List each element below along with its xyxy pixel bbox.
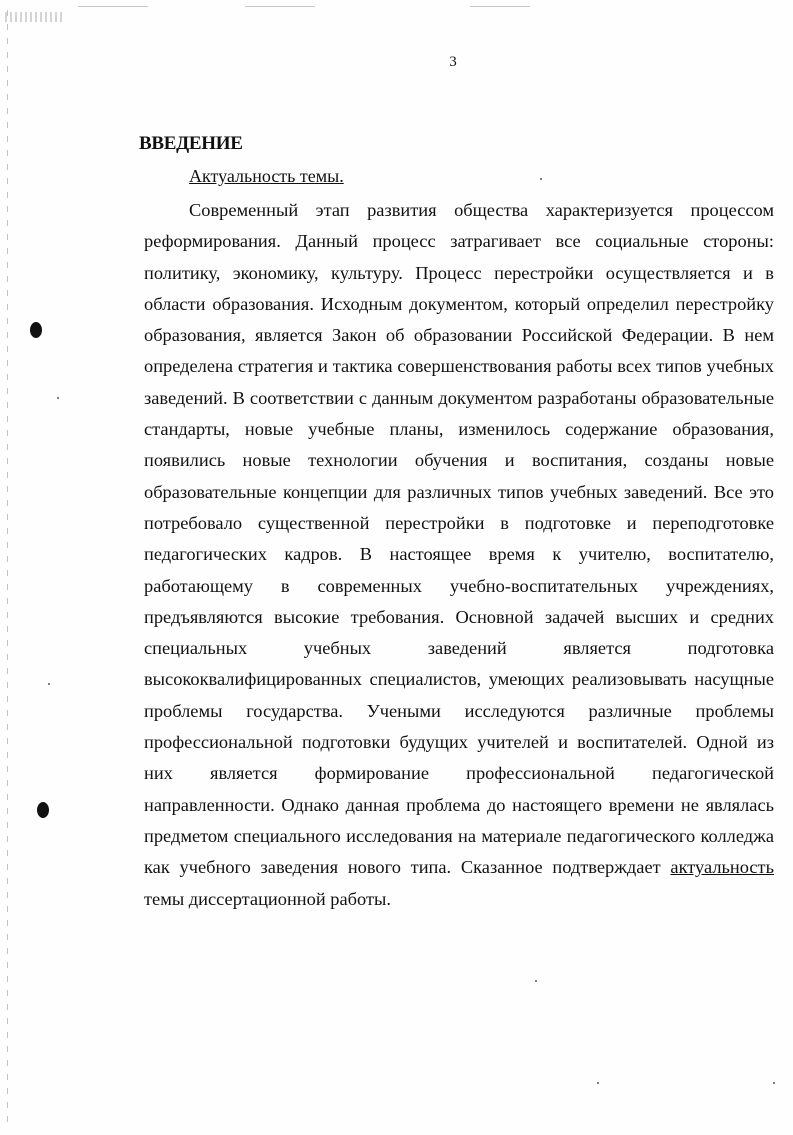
paragraph-text-part1: Современный этап развития общества характеризуется процессом реформирования. Данный процесс затрагивает все социальные стороны: политику, экономику, культуру. Процесс перестройки осуществляется и в области образования. Исходным документом, который определил перестройку образования, является Закон об образовании Российской Федерации. В нем определена стратегия и тактика совершенствования работы всех типов учебных заведений. В соответствии с данным документом разработаны образовательные стандарты, новые учебные планы, изменилось содержание образования, появились новые технологии обучения и воспитания, созданы новые образовательные концепции для различных типов учебных заведений. Все это потребовало существенной перестройки в подготовке и переподготовке педагогических кадров. В настоящее время к учителю, воспитателю, работающему в современных учебно-воспитательных учреждениях, предъявляются высокие требования. Основной задачей высших и средних специальных учебных заведений является подготовка высококвалифицированных специалистов, умеющих реализовывать насущные проблемы государства. Учеными исследуются различные проблемы профессиональной подготовки будущих учителей и воспитателей. Одной из них является формирование профессиональной педагогической направленности. Однако данная проблема до настоящего времени не являлась предметом специального исследования на материале педагогического колледжа как учебного заведения нового типа. Сказанное подтверждает: [144, 200, 774, 878]
scan-edge-line: [7, 10, 8, 1125]
section-heading: ВВЕДЕНИЕ: [139, 133, 243, 154]
scan-speck: [597, 1082, 599, 1084]
scan-speck: [535, 980, 537, 982]
scan-top-rule: [470, 6, 530, 7]
page-number: 3: [449, 54, 457, 70]
paragraph-text-part2: темы диссертационной работы.: [144, 888, 391, 909]
punch-hole-mark: [37, 802, 49, 818]
scan-speck: [540, 178, 542, 180]
scan-top-rule: [78, 6, 148, 7]
scan-top-rule: [245, 6, 315, 7]
underlined-term: актуальность: [670, 857, 774, 878]
section-subheading: Актуальность темы.: [189, 166, 344, 186]
body-paragraph: [144, 195, 774, 915]
scan-corner-noise: [5, 12, 65, 22]
punch-hole-mark: [30, 322, 42, 338]
scan-speck: [57, 397, 59, 399]
scan-speck: [48, 683, 50, 685]
scan-speck: [773, 1082, 775, 1084]
